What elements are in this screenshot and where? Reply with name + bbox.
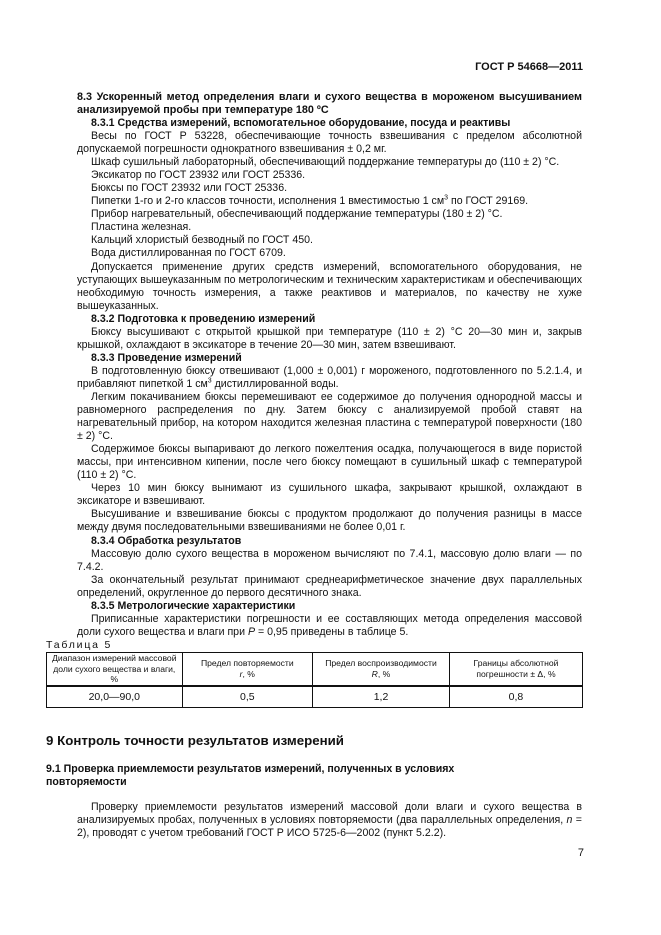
header-symbol: r bbox=[239, 668, 243, 679]
table-5 bbox=[46, 652, 583, 708]
metrology-text-end: = 0,95 приведены в таблице 5. bbox=[255, 625, 409, 638]
header-text: Предел воспроизводимости bbox=[325, 658, 437, 669]
equipment-item: Шкаф сушильный лабораторный, обеспечивающий поддержание температуры до (110 ± 2) °С. bbox=[91, 156, 560, 169]
section-8-3-3-title: 8.3.3 Проведение измерений bbox=[91, 351, 242, 364]
pipette-superscript: 3 bbox=[444, 194, 449, 202]
header-text: Предел повторяемости bbox=[200, 658, 294, 669]
table-cell: 0,8 bbox=[449, 686, 582, 708]
section-8-3-1-title: 8.3.1 Средства измерений, вспомогательное оборудование, посуда и реактивы bbox=[91, 117, 511, 129]
measurement-text: В подготовленную бюксу отвешивают (1,000 ± 0,001) г мороженого, подготовленного по 5.2.1.4, и прибавляют пипеткой 1 см bbox=[77, 364, 582, 390]
header-symbol: R bbox=[371, 668, 378, 679]
table-header-range: Диапазон измерений массовой доли сухого вещества и влаги, % bbox=[47, 652, 183, 686]
metrology-paragraph bbox=[77, 613, 582, 639]
section-9-1-text-b: = 2), проводят с учетом требований ГОСТ Р ИСО 5725-6—2002 (пункт 5.2.2). bbox=[77, 813, 582, 840]
page-number: 7 bbox=[577, 847, 584, 859]
table-header-error: Границы абсолютной погрешности ± Δ, % bbox=[449, 652, 582, 686]
section-8-3-2-title: 8.3.2 Подготовка к проведению измерений bbox=[91, 312, 316, 325]
section-9-1-text-a: Проверку приемлемости результатов измерений массовой доли влаги и сухого вещества в анализируемых пробах, полученных в условиях повторяемости (два параллельных определения, bbox=[77, 800, 582, 826]
equipment-item: Бюксы по ГОСТ 23932 или ГОСТ 25336. bbox=[91, 182, 288, 195]
equipment-item: Весы по ГОСТ Р 53228, обеспечивающие точность взвешивания с пределом абсолютной допускаемой погрешности однократного взвешивания ± 0,2 мг. bbox=[77, 130, 582, 156]
running-header: ГОСТ Р 54668—2011 bbox=[475, 61, 583, 73]
table-cell: 20,0—90,0 bbox=[47, 686, 183, 708]
header-unit: , % bbox=[377, 668, 391, 679]
processing-paragraph: Массовую долю сухого вещества в мороженом вычисляют по 7.4.1, массовую долю влаги — по 7.4.2. bbox=[77, 547, 582, 573]
measurement-text-end: дистиллированной воды. bbox=[211, 377, 339, 390]
measurement-superscript: 3 bbox=[207, 377, 212, 385]
equipment-item: Вода дистиллированная по ГОСТ 6709. bbox=[91, 247, 286, 260]
pipette-text-end: по ГОСТ 29169. bbox=[448, 195, 529, 208]
section-8-3-5-title: 8.3.5 Метрологические характеристики bbox=[91, 599, 296, 612]
measurement-paragraph: Через 10 мин бюксу вынимают из сушильного шкафа, закрывают крышкой, охлаждают в эксикаторе и взвешивают. bbox=[77, 482, 582, 508]
equipment-item-pipettes bbox=[77, 195, 582, 208]
table-header-reproducibility bbox=[313, 652, 450, 686]
measurement-paragraph: Легким покачиванием бюксы перемешивают ее содержимое до получения однородной массы и равномерного распределения по дну. Затем бюксу с анализируемой пробой ставят на нагревательный прибор, на котором находится железная пластина с температурой поверхности (180 ± 2) °С. bbox=[77, 390, 582, 443]
equipment-item: Пластина железная. bbox=[91, 221, 192, 234]
table-header-row bbox=[47, 652, 583, 686]
section-8-3-4-title: 8.3.4 Обработка результатов bbox=[91, 534, 242, 547]
equipment-item: Кальций хлористый безводный по ГОСТ 450. bbox=[91, 234, 313, 247]
table-cell: 1,2 bbox=[313, 686, 450, 708]
header-unit: , % bbox=[242, 668, 255, 679]
table-row bbox=[47, 686, 583, 708]
section-9-1-title bbox=[46, 763, 582, 789]
pipette-text: Пипетки 1-го и 2-го классов точности, исполнения 1 вместимостью 1 см bbox=[91, 195, 445, 208]
equipment-note: Допускается применение других средств измерений, вспомогательного оборудования, не уступающих вышеуказанным по метрологическим и техническим характеристикам и обеспечивающих необходимую точность измерения, а также реактивов и материалов, по качеству не хуже вышеуказанных. bbox=[77, 260, 582, 312]
section-9-1-title-line1: 9.1 Проверка приемлемости результатов измерений, полученных в условиях bbox=[46, 762, 455, 775]
table-caption: Таблица 5 bbox=[46, 638, 113, 651]
section-8-3-title: 8.3 Ускоренный метод определения влаги и сухого вещества в мороженом высушиванием анализируемой пробы при температуре 180 ºС bbox=[77, 91, 582, 116]
probability-symbol: P bbox=[247, 625, 256, 638]
table-header-repeatability bbox=[182, 652, 312, 686]
processing-paragraph: За окончательный результат принимают среднеарифметическое значение двух параллельных определений, округленное до первого десятичного знака. bbox=[77, 573, 582, 599]
document-body bbox=[46, 91, 582, 840]
equipment-item: Эксикатор по ГОСТ 23932 или ГОСТ 25336. bbox=[91, 169, 306, 182]
metrology-text: Приписанные характеристики погрешности и ее составляющих метода определения массовой доли сухого вещества и влаги при bbox=[77, 612, 582, 638]
section-9-1-title-line2: повторяемости bbox=[46, 775, 127, 788]
section-9-title: 9 Контроль точности результатов измерений bbox=[46, 732, 344, 748]
measurement-paragraph: Высушивание и взвешивание бюксы с продуктом продолжают до получения разницы в массе между двумя последовательными взвешиваниями не более 0,01 г. bbox=[77, 508, 582, 534]
equipment-item: Прибор нагревательный, обеспечивающий поддержание температуры (180 ± 2) °С. bbox=[91, 208, 503, 221]
section-9-1-text bbox=[77, 801, 582, 840]
section-8-3-2-text: Бюксу высушивают с открытой крышкой при температуре (110 ± 2) °С 20—30 мин и, закрыв крышкой, охлаждают в эксикаторе в течение 20—30 мин, затем взвешивают. bbox=[77, 325, 582, 351]
measurement-paragraph: Содержимое бюксы выпаривают до легкого пожелтения осадка, получающегося в виде пористой массы, при интенсивном кипении, после чего бюксу помещают в сушильный шкаф с температурой (110 ± 2) °С. bbox=[77, 443, 582, 482]
measurement-paragraph bbox=[77, 365, 582, 391]
n-symbol: n bbox=[566, 813, 573, 826]
table-cell: 0,5 bbox=[182, 686, 312, 708]
